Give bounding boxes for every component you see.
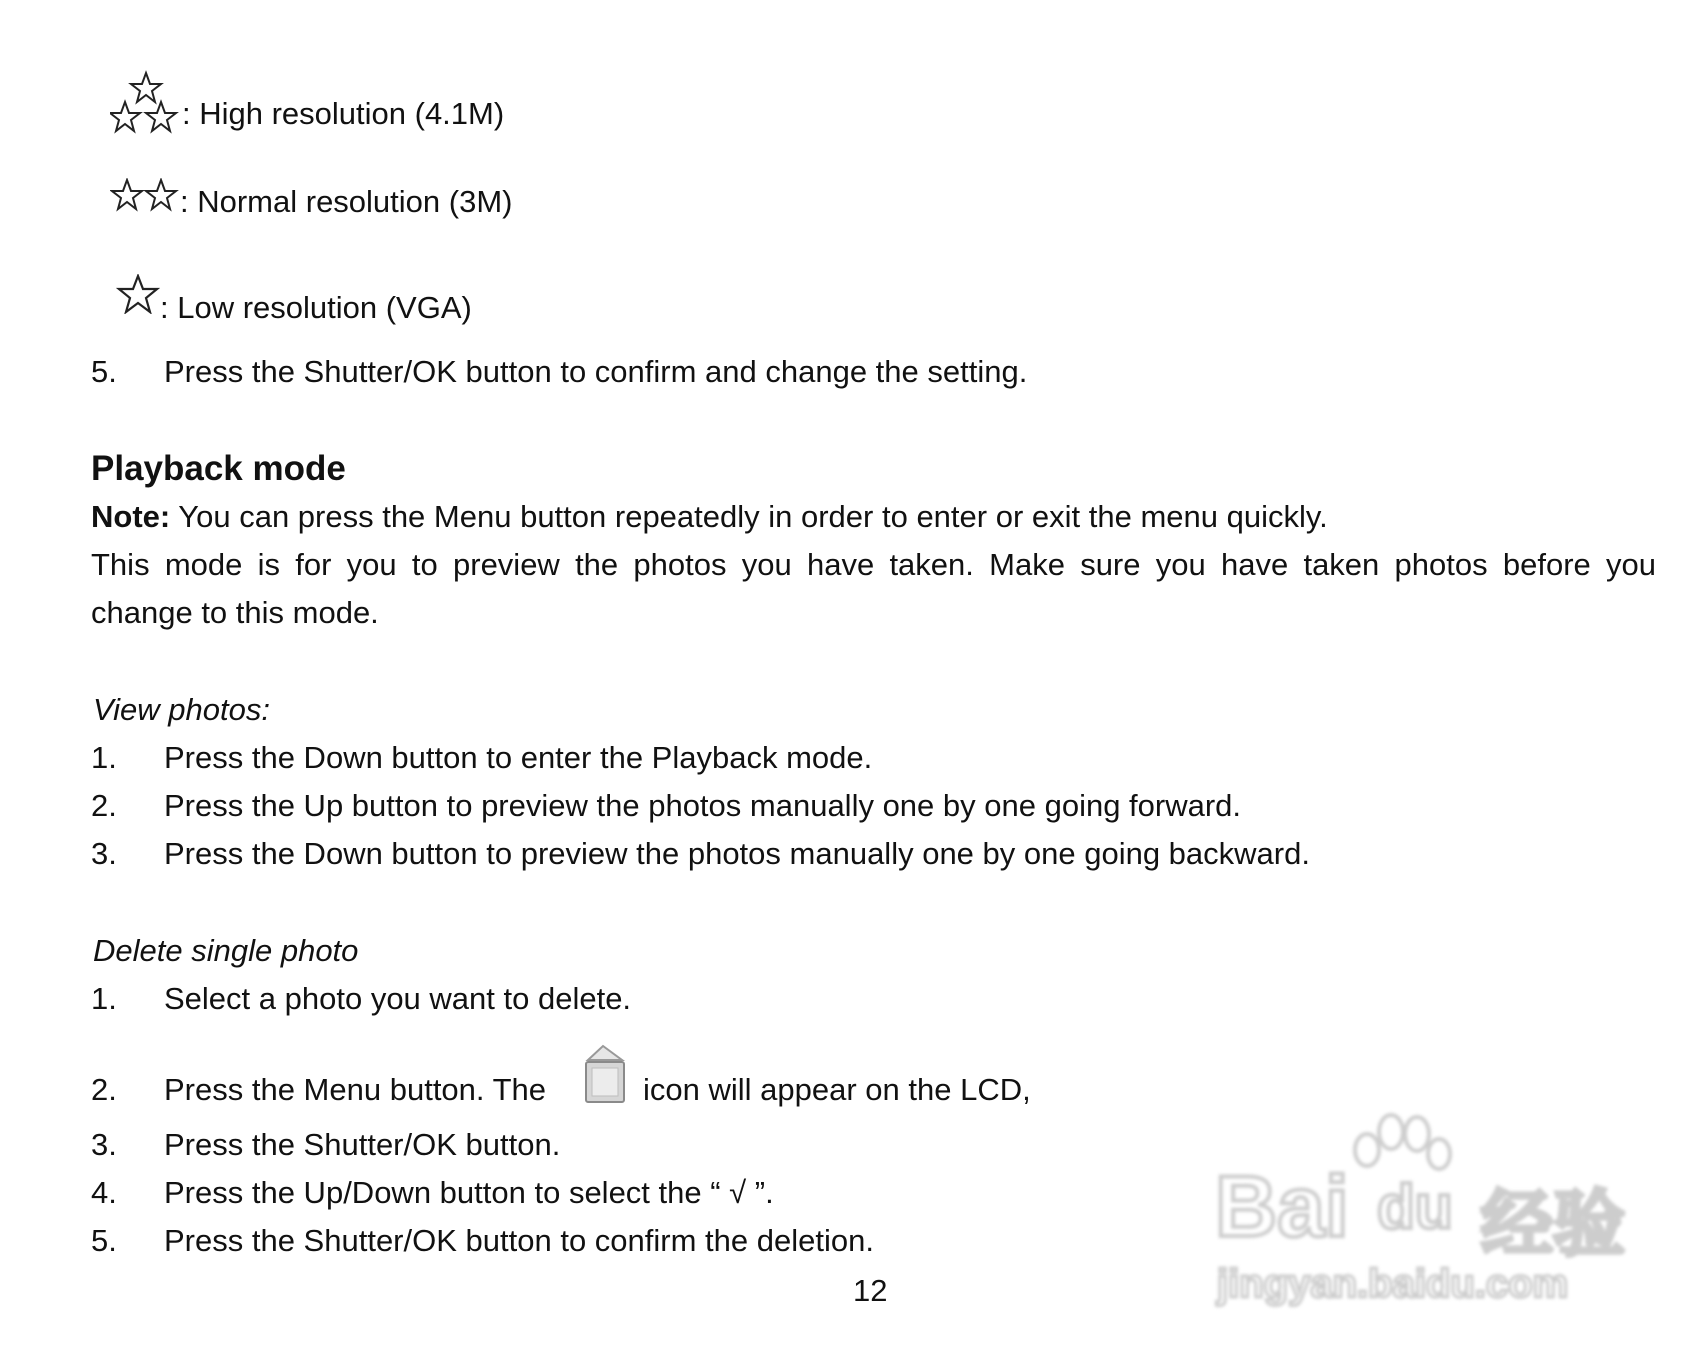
description-line-2: change to this mode. [91,595,379,630]
trash-icon [580,1040,630,1111]
step-number: 2. [91,1072,117,1107]
description-line-1: This mode is for you to preview the photos you have taken. Make sure you have taken photos before you [91,547,1656,582]
one-star-icon [116,274,160,314]
step-text: Press the Up button to preview the photos manually one by one going forward. [164,788,1242,823]
subsection-delete-photo: Delete single photo [93,933,359,968]
resolution-low-label: : Low resolution (VGA) [160,290,472,325]
step-text: Press the Shutter/OK button to confirm and change the setting. [164,354,1028,389]
resolution-high-label: : High resolution (4.1M) [182,96,505,131]
watermark-url: jingyan.baidu.com [1217,1262,1569,1306]
note-label: Note: [91,499,171,534]
resolution-normal-label: : Normal resolution (3M) [180,184,513,219]
page-number: 12 [853,1273,888,1308]
two-star-icon [110,178,180,214]
subsection-view-photos: View photos: [93,692,270,727]
step-text: Press the Down button to preview the photos manually one by one going backward. [164,836,1310,871]
watermark-brand-a: Bai [1215,1159,1349,1255]
note-line [91,499,1328,535]
step-number: 3. [91,1127,117,1162]
step-number: 1. [91,740,117,775]
step-number: 5. [91,1223,117,1258]
watermark [1215,1110,1635,1320]
section-heading-playback: Playback mode [91,449,346,488]
step-text-before-icon: Press the Menu button. The [164,1072,546,1107]
step-text: Select a photo you want to delete. [164,981,632,1016]
step-text: Press the Down button to enter the Playback mode. [164,740,873,775]
step-text: Press the Shutter/OK button to confirm the deletion. [164,1223,874,1258]
resolution-low [116,274,472,325]
step-number: 5. [91,354,117,389]
resolution-high [110,70,504,136]
step-number: 4. [91,1175,117,1210]
step-number: 2. [91,788,117,823]
resolution-normal [110,178,513,219]
step-text: Press the Shutter/OK button. [164,1127,561,1162]
step-number: 1. [91,981,117,1016]
three-star-icon [110,70,182,136]
watermark-brand-c: 经验 [1481,1182,1626,1266]
note-text: You can press the Menu button repeatedly in order to enter or exit the menu quickly. [170,499,1328,534]
step-text: Press the Up/Down button to select the “ √ ”. [164,1175,774,1210]
watermark-brand-b: du [1377,1173,1453,1242]
step-number: 3. [91,836,117,871]
step-text-after-icon: icon will appear on the LCD, [643,1072,1031,1107]
